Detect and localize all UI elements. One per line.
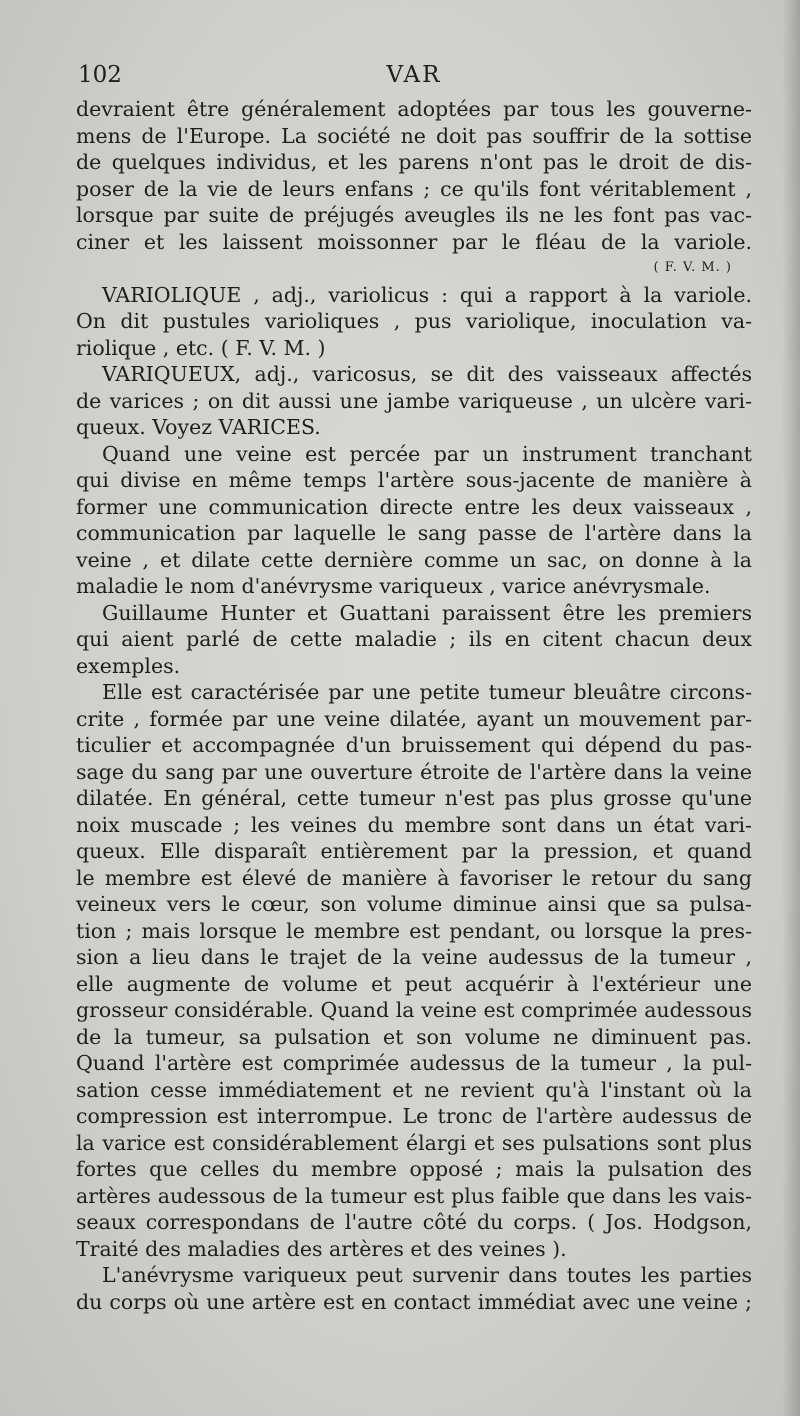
text-line: la varice est considérablement élargi et ses pulsations sont plus: [76, 1130, 752, 1155]
text-line: VARIOLIQUE , adj., variolicus : qui a rapport à la variole.: [102, 282, 752, 307]
text-line: de la tumeur, sa pulsation et son volume ne diminuent pas.: [76, 1024, 752, 1049]
text-line: artères audessous de la tumeur est plus faible que dans les vais-: [76, 1183, 752, 1208]
text-line: sage du sang par une ouverture étroite de l'artère dans la veine: [76, 759, 752, 784]
text-line: seaux correspondans de l'autre côté du corps. ( Jos. Hodgson,: [76, 1210, 752, 1234]
text-line: ticulier et accompagnée d'un bruissement qui dépend du pas-: [76, 733, 752, 757]
text-line: exemples.: [76, 653, 181, 678]
text-line: devraient être généralement adoptées par tous les gouverne-: [76, 97, 752, 121]
text-line: On dit pustules varioliques , pus variolique, inoculation va-: [76, 309, 752, 333]
text-line: dilatée. En général, cette tumeur n'est pas plus grosse qu'une: [76, 786, 752, 810]
text-line: queux. Voyez VARICES.: [76, 415, 321, 439]
text-line: qui divise en même temps l'artère sous-jacente de manière à: [76, 468, 752, 492]
text-line: former une communication directe entre les deux vaisseaux ,: [76, 494, 752, 519]
text-line: ciner et les laissent moissonner par le fléau de la variole.: [76, 229, 752, 254]
text-line: veineux vers le cœur, son volume diminue ainsi que sa pulsa-: [76, 892, 752, 916]
page-number: 102: [78, 62, 122, 88]
page-body: [76, 96, 752, 1315]
text-line: qui aient parlé de cette maladie ; ils en citent chacun deux: [76, 627, 752, 651]
text-line: maladie le nom d'anévrysme variqueux , varice anévrysmale.: [76, 574, 711, 598]
text-line: tion ; mais lorsque le membre est pendant, ou lorsque la pres-: [76, 918, 752, 943]
text-line: communication par laquelle le sang passe de l'artère dans la: [76, 521, 752, 545]
text-line: sation cesse immédiatement et ne revient qu'à l'instant où la: [76, 1077, 752, 1102]
text-line: lorsque par suite de préjugés aveugles ils ne les font pas vac-: [76, 203, 752, 227]
text-line: veine , et dilate cette dernière comme un sac, on donne à la: [76, 547, 752, 572]
page-header: [78, 62, 750, 96]
text-line: Traité des maladies des artères et des veines ).: [76, 1236, 567, 1261]
text-line: ( F. V. M. ): [653, 260, 732, 275]
text-line: fortes que celles du membre opposé ; mais la pulsation des: [76, 1157, 752, 1181]
text-line: compression est interrompue. Le tronc de l'artère audessus de: [76, 1104, 752, 1128]
text-line: crite , formée par une veine dilatée, ayant un mouvement par-: [76, 706, 752, 731]
text-line: de quelques individus, et les parens n'ont pas le droit de dis-: [76, 150, 752, 174]
text-line: Elle est caractérisée par une petite tumeur bleuâtre circons-: [102, 680, 752, 704]
text-line: de varices ; on dit aussi une jambe variqueuse , un ulcère vari-: [76, 388, 752, 413]
text-line: queux. Elle disparaît entièrement par la pression, et quand: [76, 839, 752, 863]
text-line: mens de l'Europe. La société ne doit pas souffrir de la sottise: [76, 123, 752, 148]
running-title: VAR: [386, 62, 442, 88]
text-line: sion a lieu dans le trajet de la veine audessus de la tumeur ,: [76, 945, 752, 969]
text-line: elle augmente de volume et peut acquérir à l'extérieur une: [76, 971, 752, 996]
text-line: Quand l'artère est comprimée audessus de la tumeur , la pul-: [76, 1051, 752, 1075]
text-line: poser de la vie de leurs enfans ; ce qu'ils font véritablement ,: [76, 176, 752, 201]
text-line: le membre est élevé de manière à favoriser le retour du sang: [76, 865, 752, 890]
text-line: L'anévrysme variqueux peut survenir dans toutes les parties: [102, 1263, 752, 1287]
text-line: grosseur considérable. Quand la veine est comprimée audessous: [76, 998, 752, 1022]
text-line: noix muscade ; les veines du membre sont dans un état vari-: [76, 812, 752, 837]
text-line: Guillaume Hunter et Guattani paraissent être les premiers: [102, 600, 752, 625]
text-line: du corps où une artère est en contact immédiat avec une veine ;: [76, 1289, 752, 1314]
text-line: riolique , etc. ( F. V. M. ): [76, 335, 326, 360]
text-line: VARIQUEUX, adj., varicosus, se dit des vaisseaux affectés: [102, 362, 752, 386]
text-line: Quand une veine est percée par un instrument tranchant: [102, 441, 752, 466]
